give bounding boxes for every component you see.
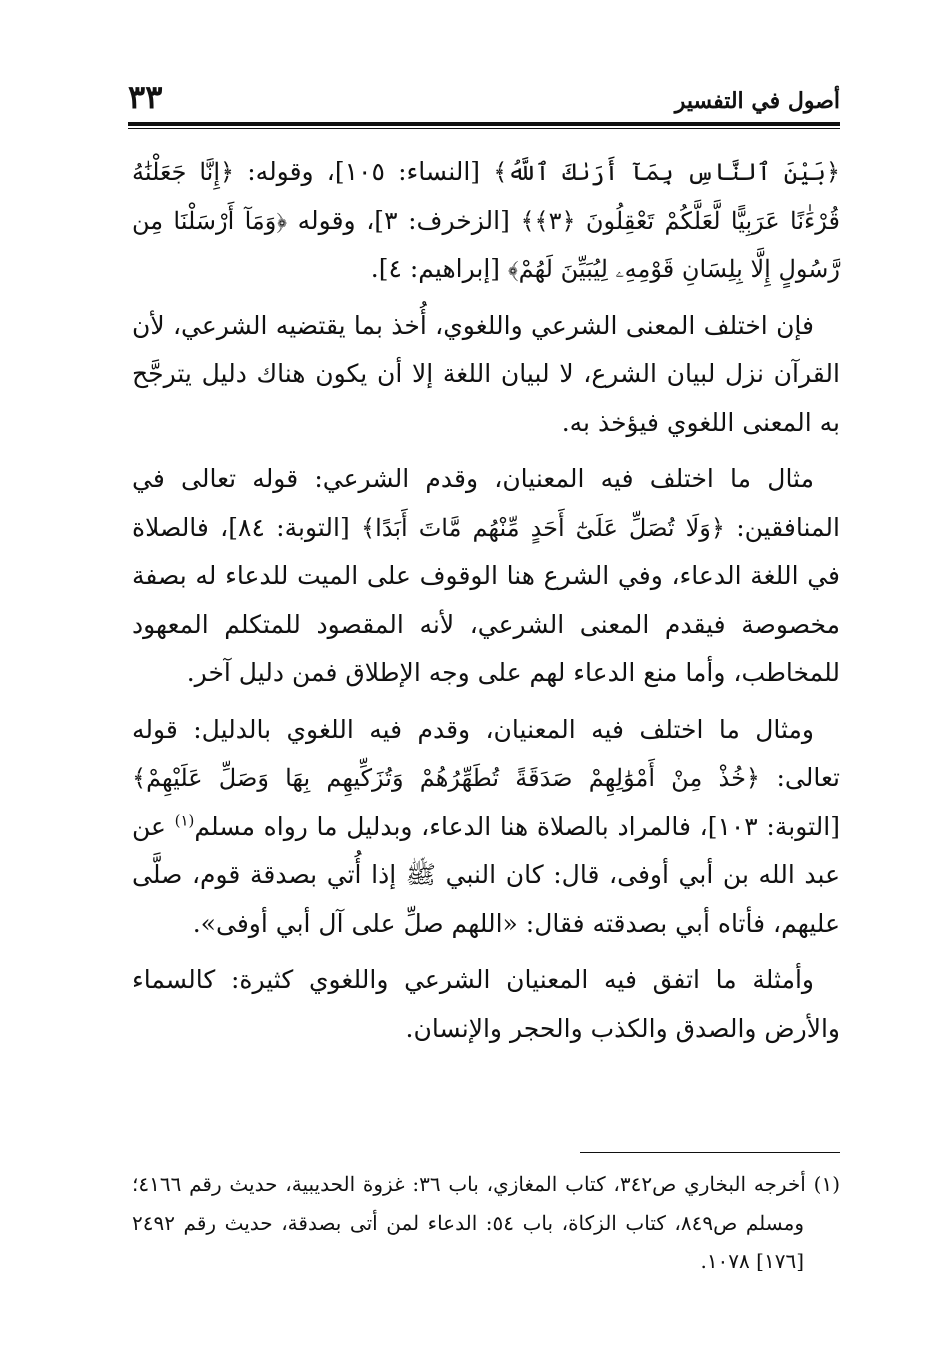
quran-verse-tawbah-84: ﴿وَلَا تُصَلِّ عَلَىٰٓ أَحَدٍ مِّنْهُم مَّاتَ أَبَدًا﴾ [361, 513, 725, 542]
page-number: ٣٣ [128, 78, 163, 116]
verse-ref-ibrahim: [إبراهيم: ٤]. [370, 254, 508, 283]
verse-ref-nisa: [النساء: ١٠٥]، وقوله: [234, 157, 481, 186]
running-header [128, 76, 840, 120]
quran-verse-ibrahim: ﴿وَمَآ أَرْسَلْنَا مِن رَّسُولٍ إِلَّا بِلِسَانِ قَوْمِهِۦ لِيُبَيِّنَ لَهُمْ﴾ [132, 206, 840, 283]
quran-verse-nisa: ﴿بَيْنَ ٱلنَّاسِ بِمَآ أَرَىٰكَ ٱللَّهُ﴾ [493, 158, 841, 186]
header-rule-thin [128, 128, 840, 129]
paragraph-4-body: [التوبة: ١٠٣]، فالمراد بالصلاة هنا الدعاء، وبدليل ما رواه مسلم [194, 811, 840, 841]
footnote-1: (١) أخرجه البخاري ص٣٤٢، كتاب المغازي، باب ٣٦: غزوة الحديبية، حديث رقم ٤١٦٦؛ ومسلم ص٨٤٩، كتاب الزكاة، باب ٥٤: الدعاء لمن أتى بصدقة، حديث رقم ٢٤٩٢ [١٧٦] ١٠٧٨. [132, 1172, 841, 1273]
paragraph-3 [132, 455, 840, 698]
paragraph-4 [132, 706, 840, 949]
paragraph-1 [132, 148, 840, 294]
paragraph-4-intro: ومثال ما اختلف فيه المعنيان، وقدم فيه اللغوي بالدليل: قوله تعالى: [132, 714, 840, 792]
paragraph-3-intro: مثال ما اختلف فيه المعنيان، وقدم الشرعي: قوله تعالى في المنافقين: [132, 464, 840, 542]
quran-verse-tawbah-103: ﴿خُذْ مِنْ أَمْوَٰلِهِمْ صَدَقَةً تُطَهِّرُهُمْ وَتُزَكِّيهِم بِهَا وَصَلِّ عَلَيْهِمْ﴾ [132, 764, 760, 792]
paragraph-3-body: [التوبة: ٨٤]، فالصلاة في اللغة الدعاء، وفي الشرع هنا الوقوف على الميت للدعاء له بصفة مخصوصة فيقدم المعنى الشرعي، لأنه المقصود للمتكلم المعهود للمخاطب، وأما منع الدعاء لهم على وجه الإطلاق فمن دليل آخر. [132, 512, 840, 687]
running-title: أصول في التفسير [674, 88, 840, 114]
footnote-reference[interactable]: (١) [174, 811, 195, 830]
paragraph-5: وأمثلة ما اتفق فيه المعنيان الشرعي واللغوي كثيرة: كالسماء والأرض والصدق والكذب والحجر والإنسان. [132, 965, 840, 1043]
footnote-block [132, 1165, 840, 1281]
paragraph-2: فإن اختلف المعنى الشرعي واللغوي، أُخذ بما يقتضيه الشرعي، لأن القرآن نزل لبيان الشرع، لا لبيان اللغة إلا أن يكون هناك دليل يترجَّح به المعنى اللغوي فيؤخذ به. [132, 310, 840, 437]
paragraph-4-hadith: عن عبد الله بن أبي أوفى، قال: كان النبي ﷺ إذا أُتي بصدقة قوم، صلَّى عليهم، فأتاه أبي بصدقته فقال: «اللهم صلِّ على آل أبي أوفى». [132, 811, 840, 938]
header-rule-thick [128, 122, 840, 126]
quran-verse-zukhruf: ﴿إِنَّا جَعَلْنَٰهُ قُرْءَٰنًا عَرَبِيًّا لَّعَلَّكُمْ تَعْقِلُونَ ﴿٣﴾﴾ [132, 158, 841, 235]
verse-ref-zukhruf: [الزخرف: ٣]، وقوله [287, 205, 521, 235]
main-text [132, 148, 840, 1061]
footnote-separator [580, 1152, 840, 1153]
